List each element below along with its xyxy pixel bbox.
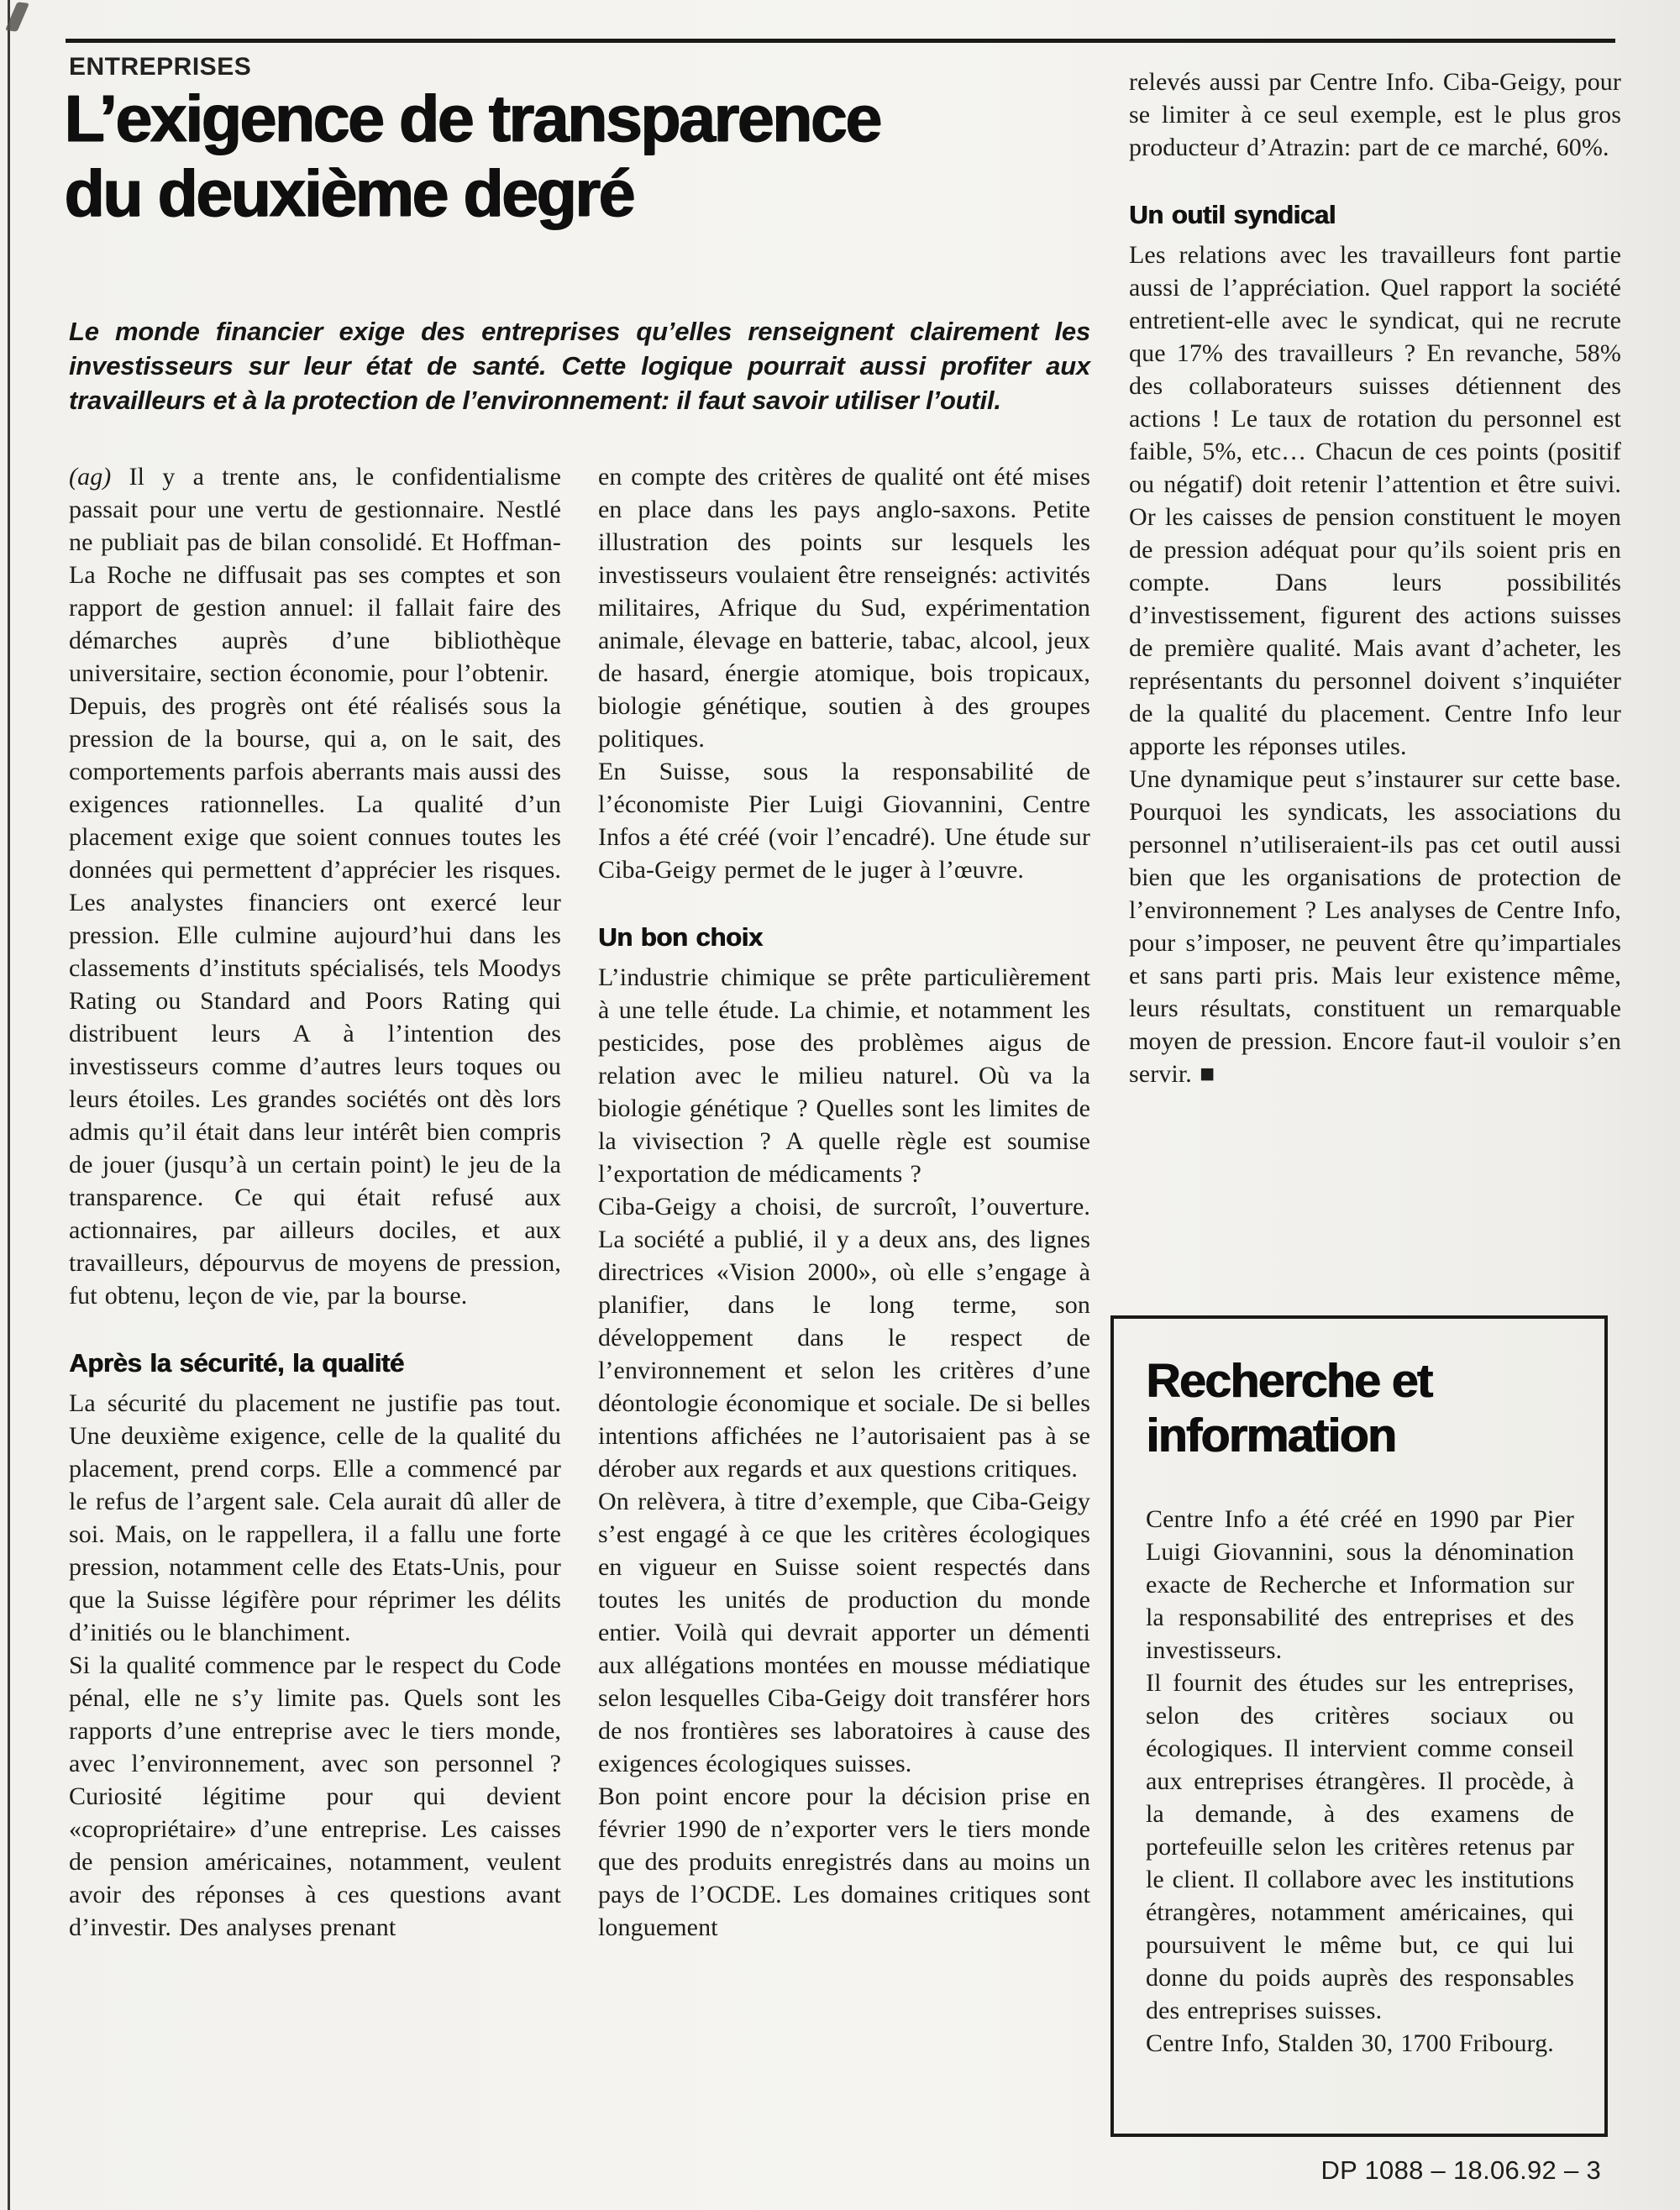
section-subhead: Un outil syndical bbox=[1129, 200, 1336, 229]
scan-edge-line bbox=[8, 0, 10, 2210]
sidebar-paragraph: Il fournit des études sur les entreprises, selon des critères sociaux ou écologiques. Il intervient comme conseil aux entreprises étrangères. Il procède, à la demande, à des examens de portefeuille selon les critères retenus par le client. Il collabore avec les institutions étrangères, notamment américaines, qui poursuivent le même but, ce qui lui donne du poids auprès des responsables des entreprises suisses. bbox=[1146, 1669, 1574, 2024]
column-2 bbox=[598, 460, 1090, 2182]
body-paragraph: Les relations avec les travailleurs font partie aussi de l’appréciation. Quel rapport la société entretient-elle avec le syndicat, qui ne recrute que 17% des travailleurs ? En revanche, 58% des collaborateurs suisses détiennent des actions ! Le taux de rotation du personnel est faible, 5%, etc… Chacun de ces points (positif ou négatif) doit retenir l’attention et être suivi. Or les caisses de pension constituent le moyen de pression adéquat pour qu’ils soient pris en compte. Dans leurs possibilités d’investissement, figurent des actions suisses de première qualité. Mais avant d’acheter, les représentants du personnel doivent s’inquiéter de la qualité du placement. Centre Info leur apporte les réponses utiles. bbox=[1129, 241, 1621, 760]
author-initials: (ag) bbox=[69, 463, 112, 491]
sidebar-title-line-1: Recherche et bbox=[1146, 1354, 1432, 1408]
body-paragraph: La sécurité du placement ne justifie pas tout. Une deuxième exigence, celle de la qualité du placement, prend corps. Elle a commencé par le refus de l’argent sale. Cela aurait dû aller de soi. Mais, on le rappellera, il a fallu une forte pression, notamment celle des Etats-Unis, pour que la Suisse légifère pour réprimer les délits d’initiés ou le blanchiment. bbox=[69, 1389, 561, 1646]
body-paragraph: en compte des critères de qualité ont été mises en place dans les pays anglo-saxons. Petite illustration des points sur lesquels les investisseurs voulaient être renseignés: activités militaires, Afrique du Sud, expérimentation animale, élevage en batterie, tabac, alcool, jeux de hasard, énergie atomique, bois tropicaux, biologie génétique, soutien à des groupes politiques. bbox=[598, 463, 1090, 753]
sidebar-body bbox=[1146, 1503, 1574, 2060]
sidebar-box bbox=[1110, 1315, 1608, 2137]
section-kicker: ENTREPRISES bbox=[69, 53, 252, 81]
column-3 bbox=[1129, 66, 1621, 1300]
sidebar-paragraph: Centre Info a été créé en 1990 par Pier Luigi Giovannini, sous la dénomination exacte de Recherche et Information sur la responsabilité des entreprises et des investisseurs. bbox=[1146, 1505, 1574, 1664]
body-paragraph: En Suisse, sous la responsabilité de l’économiste Pier Luigi Giovannini, Centre Infos a été créé (voir l’encadré). Une étude sur Ciba-Geigy permet de le juger à l’œuvre. bbox=[598, 758, 1090, 884]
section-subhead: Après la sécurité, la qualité bbox=[69, 1348, 404, 1378]
body-paragraph: L’industrie chimique se prête particulièrement à une telle étude. La chimie, et notamment les pesticides, pose des problèmes aigus de relation avec le milieu naturel. Où va la biologie génétique ? Quelles sont les limites de la vivisection ? A quelle règle est soumise l’exportation de médicaments ? bbox=[598, 963, 1090, 1188]
article-lede: Le monde financier exige des entreprises qu’elles renseignent clairement les investisseurs sur leur état de santé. Cette logique pourrait aussi profiter aux travailleurs et à la protection de l’environnement: il faut savoir utiliser l’outil. bbox=[69, 317, 1090, 415]
body-paragraph: On relèvera, à titre d’exemple, que Ciba-Geigy s’est engagé à ce que les critères écologiques en vigueur en Suisse soient respectés dans toutes les unités de production du monde entier. Voilà qui devrait apporter un démenti aux allégations montées en mousse médiatique selon lesquelles Ciba-Geigy doit transférer hors de nos frontières ses laboratoires à cause des exigences écologiques suisses. bbox=[598, 1488, 1090, 1777]
top-rule bbox=[66, 39, 1615, 43]
page-footer: DP 1088 – 18.06.92 – 3 bbox=[1320, 2155, 1601, 2185]
sidebar-title bbox=[1146, 1354, 1574, 1463]
body-paragraph: Une dynamique peut s’instaurer sur cette base. Pourquoi les syndicats, les associations du personnel n’utiliseraient-ils pas cet outil aussi bien que les organisations de protection de l’environnement ? Les analyses de Centre Info, pour s’imposer, ne peuvent être qu’impartiales et sans parti pris. Mais leur existence même, leurs résultats, constituent un remarquable moyen de pression. Encore faut-il vouloir s’en servir. ■ bbox=[1129, 765, 1621, 1088]
body-paragraph: Ciba-Geigy a choisi, de surcroît, l’ouverture. La société a publié, il y a deux ans, des lignes directrices «Vision 2000», où elle s’engage à planifier, dans le long terme, son développement dans le respect de l’environnement et selon les critères d’une déontologie économique et sociale. De si belles intentions affichées ne l’autorisaient pas à se dérober aux regards et aux questions critiques. bbox=[598, 1193, 1090, 1483]
section-subhead: Un bon choix bbox=[598, 922, 763, 952]
body-paragraph: Depuis, des progrès ont été réalisés sous la pression de la bourse, qui a, on le sait, des comportements parfois aberrants mais aussi des exigences rationnelles. La qualité d’un placement exige que soient connues toutes les données qui permettent d’apprécier les risques. Les analystes financiers ont exercé leur pression. Elle culmine aujourd’hui dans les classements d’instituts spécialisés, tels Moodys Rating ou Standard and Poors Rating qui distribuent leurs A à l’intention des investisseurs comme d’autres leurs toques ou leurs étoiles. Les grandes sociétés ont dès lors admis qu’il était dans leur intérêt bien compris de jouer (jusqu’à un certain point) le jeu de la transparence. Ce qui était refusé aux actionnaires, par ailleurs dociles, et aux travailleurs, dépourvus de moyens de pression, fut obtenu, leçon de vie, par la bourse. bbox=[69, 692, 561, 1310]
article-headline bbox=[64, 81, 879, 230]
headline-line-1: L’exigence de transparence bbox=[64, 81, 880, 155]
headline-line-2: du deuxième degré bbox=[64, 155, 633, 230]
body-paragraph: Bon point encore pour la décision prise en février 1990 de n’exporter vers le tiers monde que des produits enregistrés dans au moins un pays de l’OCDE. Les domaines critiques sont longuement bbox=[598, 1782, 1090, 1941]
body-paragraph bbox=[69, 460, 561, 690]
sidebar-paragraph: Centre Info, Stalden 30, 1700 Fribourg. bbox=[1146, 2029, 1554, 2057]
sidebar-title-line-2: information bbox=[1146, 1409, 1395, 1462]
column-1 bbox=[69, 460, 561, 2182]
body-paragraph: Si la qualité commence par le respect du Code pénal, elle ne s’y limite pas. Quels sont les rapports d’une entreprise avec le tiers monde, avec l’environnement, avec son personnel ? Curiosité légitime pour qui devient «copropriétaire» d’une entreprise. Les caisses de pension américaines, notamment, veulent avoir des réponses à ces questions avant d’investir. Des analyses prenant bbox=[69, 1651, 561, 1941]
paragraph-text: Il y a trente ans, le confidentialisme passait pour une vertu de gestionnaire. Nestlé ne publiait pas de bilan consolidé. Et Hoffman-La Roche ne diffusait pas ses comptes et son rapport de gestion annuel: il fallait faire des démarches auprès d’une bibliothèque universitaire, section économie, pour l’obtenir. bbox=[69, 463, 561, 687]
body-paragraph: relevés aussi par Centre Info. Ciba-Geigy, pour se limiter à ce seul exemple, est le plus gros producteur d’Atrazin: part de ce marché, 60%. bbox=[1129, 68, 1621, 161]
